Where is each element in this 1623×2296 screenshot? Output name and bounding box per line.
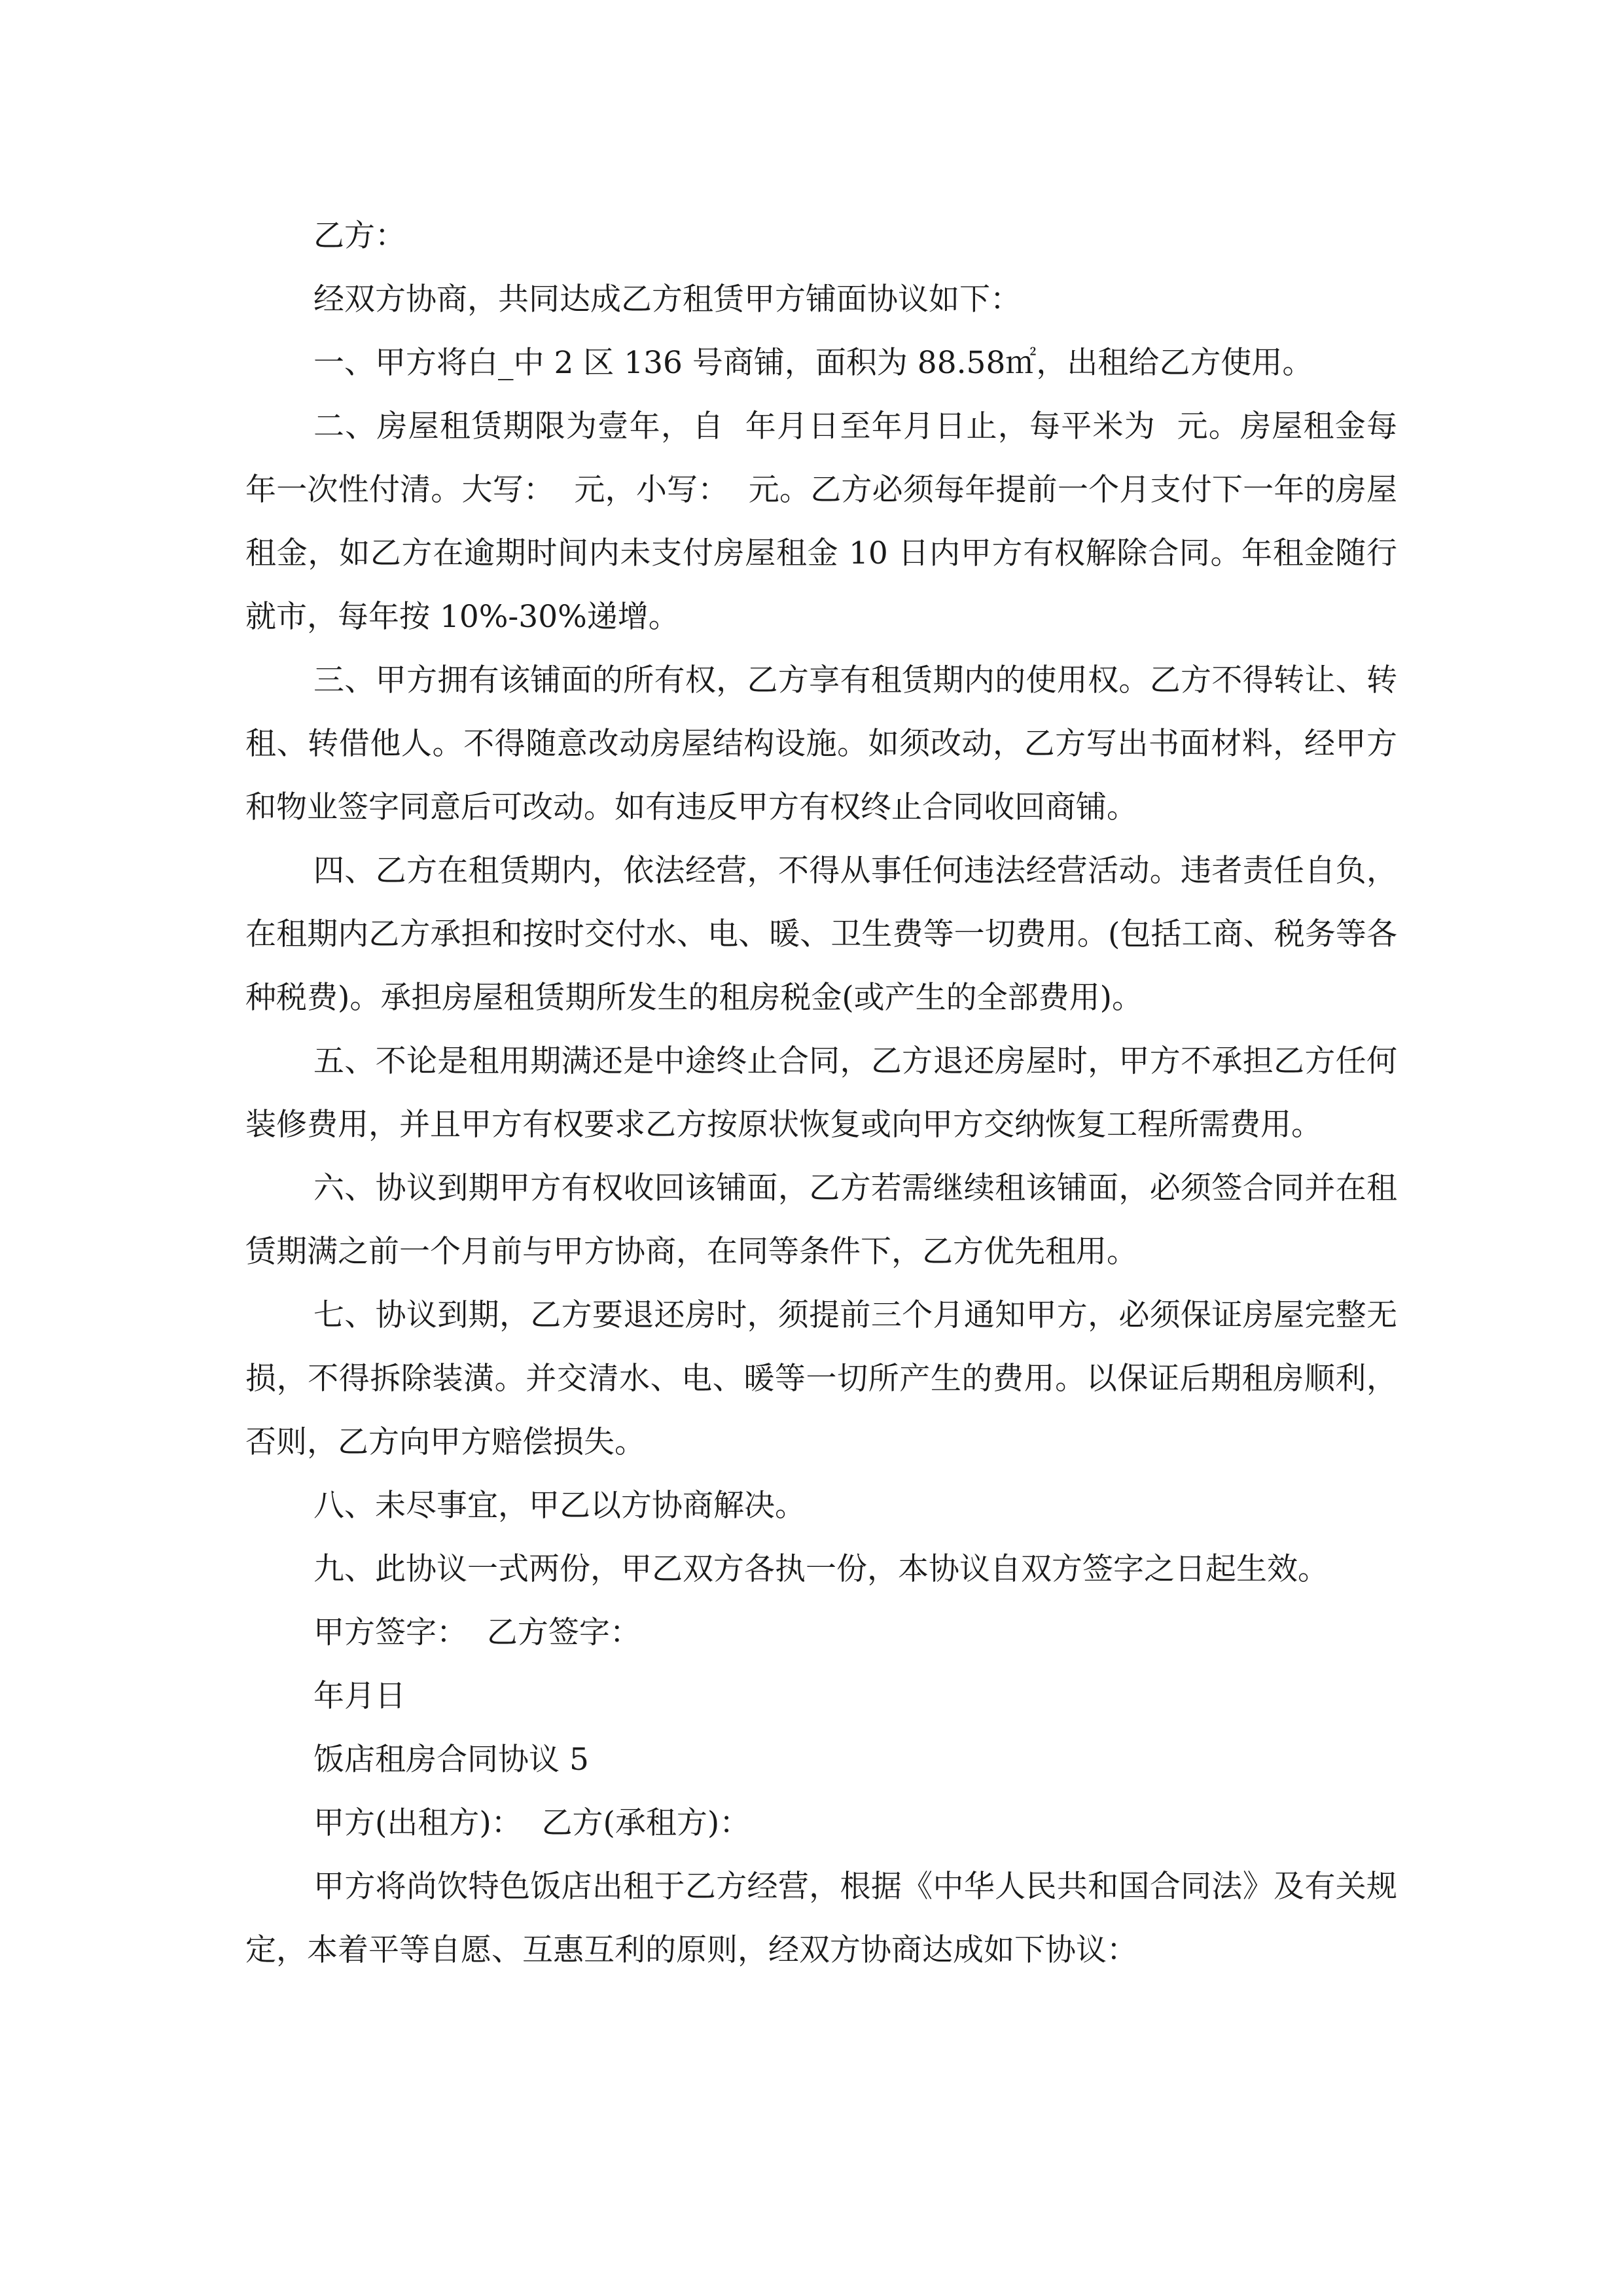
date-line: 年月日 <box>313 1678 406 1714</box>
clause-3: 三、甲方拥有该铺面的所有权，乙方享有租赁期内的使用权。乙方不得转让、转租、转借他人。不得随意改动房屋结构设施。如须改动，乙方写出书面材料，经甲方和物业签字同意后可改动。如有违反甲方有权终止合同收回商铺。 <box>245 662 1397 825</box>
parties-line: 甲方(出租方)： 乙方(承租方)： <box>313 1805 751 1841</box>
document-page <box>245 204 1397 1982</box>
party-b-label: 乙方： <box>313 218 406 254</box>
clause-1: 一、甲方将白_中 2 区 136 号商铺，面积为 88.58㎡，出租给乙方使用。 <box>313 345 1313 381</box>
section-intro: 甲方将尚饮特色饭店出租于乙方经营，根据《中华人民共和国合同法》及有关规定，本着平等自愿、互惠互利的原则，经双方协商达成如下协议： <box>245 1869 1397 1968</box>
clause-5: 五、不论是租用期满还是中途终止合同，乙方退还房屋时，甲方不承担乙方任何装修费用，并且甲方有权要求乙方按原状恢复或向甲方交纳恢复工程所需费用。 <box>245 1043 1397 1143</box>
agreement-intro: 经双方协商，共同达成乙方租赁甲方铺面协议如下： <box>313 281 1021 317</box>
clause-9: 九、此协议一式两份，甲乙双方各执一份，本协议自双方签字之日起生效。 <box>313 1551 1329 1587</box>
clause-2: 二、房屋租赁期限为壹年，自 年月日至年月日止，每平米为 元。房屋租金每年一次性付清。大写： 元，小写： 元。乙方必须每年提前一个月支付下一年的房屋租金，如乙方在逾期时间内未支付房屋租金 10 日内甲方有权解除合同。年租金随行就市，每年按 10%-30%递增。 <box>245 408 1397 635</box>
clause-7: 七、协议到期，乙方要退还房时，须提前三个月通知甲方，必须保证房屋完整无损，不得拆除装潢。并交清水、电、暖等一切所产生的费用。以保证后期租房顺利，否则，乙方向甲方赔偿损失。 <box>245 1297 1397 1460</box>
clause-6: 六、协议到期甲方有权收回该铺面，乙方若需继续租该铺面，必须签合同并在租赁期满之前一个月前与甲方协商，在同等条件下，乙方优先租用。 <box>245 1170 1397 1270</box>
section-title: 饭店租房合同协议 5 <box>313 1742 589 1778</box>
clause-8: 八、未尽事宜，甲乙以方协商解决。 <box>313 1488 806 1524</box>
signature-line: 甲方签字： 乙方签字： <box>313 1615 641 1651</box>
clause-4: 四、乙方在租赁期内，依法经营，不得从事任何违法经营活动。违者责任自负，在租期内乙方承担和按时交付水、电、暖、卫生费等一切费用。(包括工商、税务等各种税费)。承担房屋租赁期所发生的租房税金(或产生的全部费用)。 <box>245 853 1397 1016</box>
